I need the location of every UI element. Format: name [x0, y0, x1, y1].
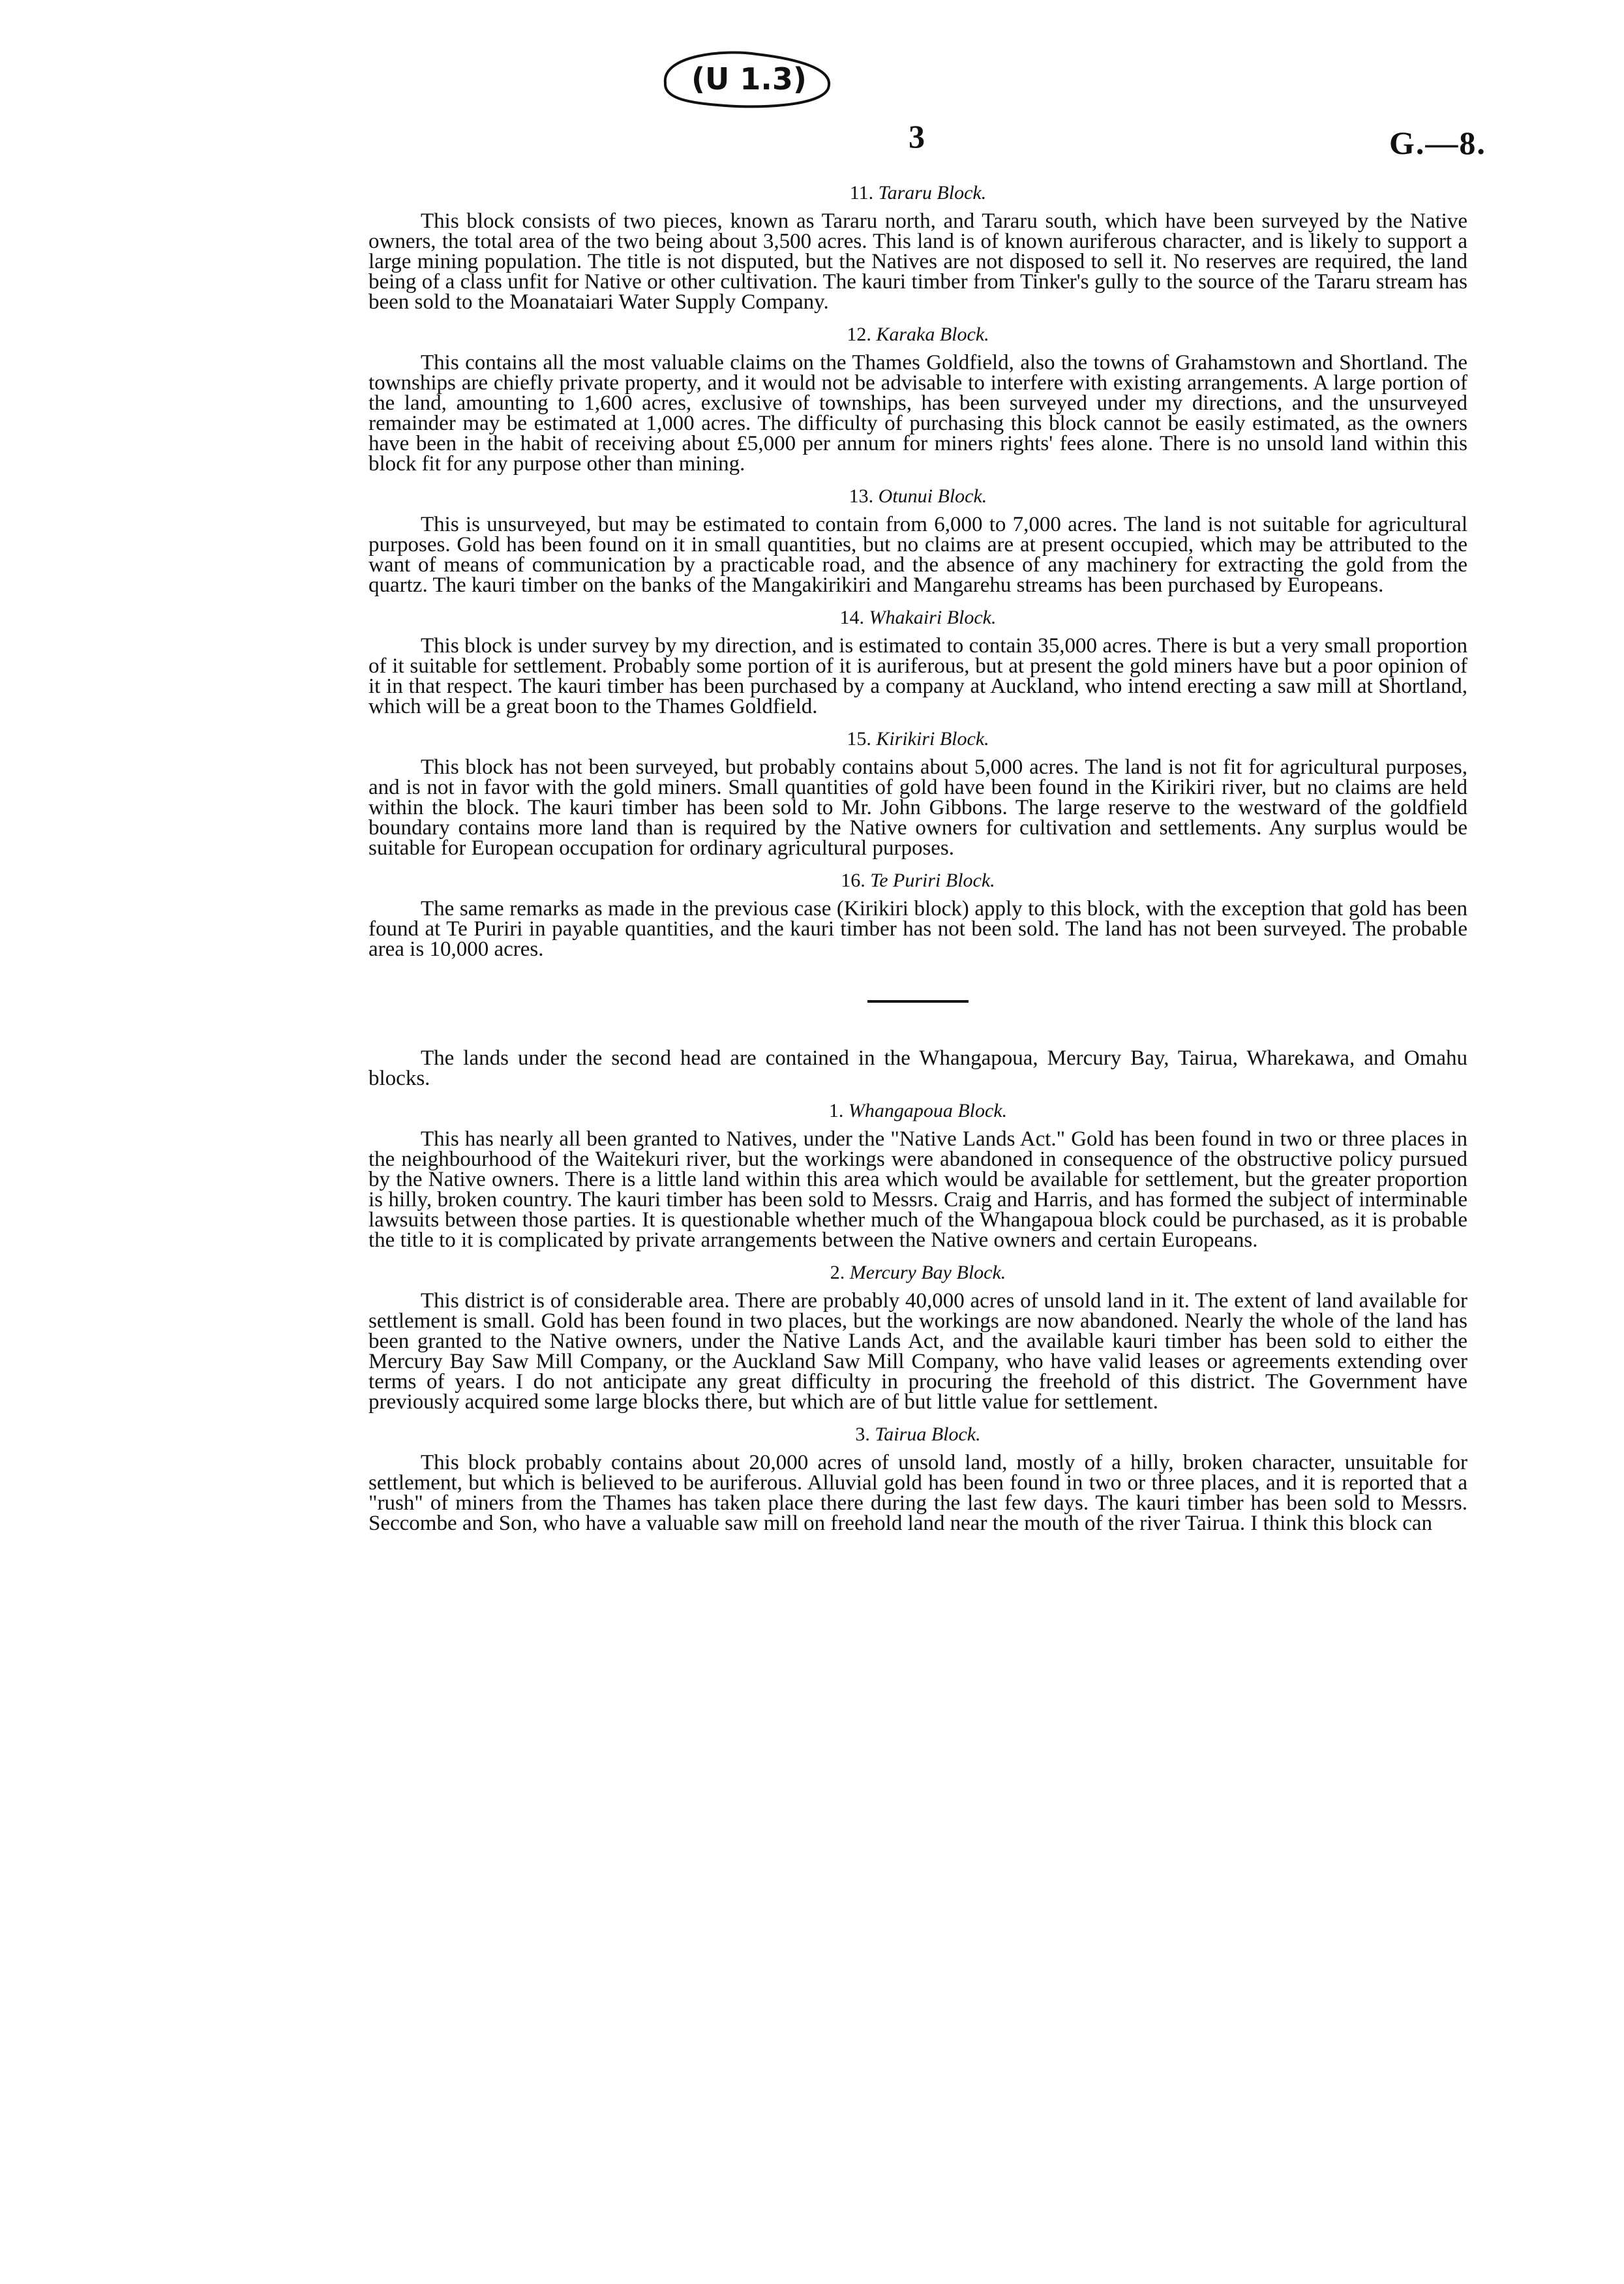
block-number: 2. [830, 1262, 845, 1283]
block-name: Whakairi Block. [869, 607, 997, 628]
block-name: Tararu Block. [878, 182, 987, 204]
block-heading [368, 1099, 1467, 1123]
block-number: 14. [839, 607, 865, 628]
second-head-intro: The lands under the second head are contained in the Whangapoua, Mercury Bay, Tairua, Wharekawa, and Omahu blocks. [368, 1046, 1467, 1090]
block-name: Whangapoua Block. [848, 1100, 1008, 1121]
block-paragraph: This block consists of two pieces, known as Tararu north, and Tararu south, which have been surveyed by the Native owners, the total area of the two being about 3,500 acres. This land is of known auriferous character, and is likely to support a large mining population. The title is not disputed, but the Natives are not disposed to sell it. No reserves are required, the land being of a class unfit for Native or other cultivation. The kauri timber from Tinker's gully to the source of the Tararu stream has been sold to the Moanataiari Water Supply Company. [368, 209, 1467, 314]
block-name: Te Puriri Block. [870, 870, 995, 891]
page-number: 3 [909, 118, 925, 155]
stamp-text: (U 1.3) [691, 61, 807, 97]
block-name: Kirikiri Block. [876, 728, 989, 750]
block-number: 12. [847, 324, 871, 345]
block-paragraph: This contains all the most valuable claims on the Thames Goldfield, also the towns of Grahamstown and Shortland. The townships are chiefly private property, and it would not be advisable to interfere with existing arrangements. A large portion of the land, amounting to 1,600 acres, exclusive of townships, has been surveyed under my directions, and the unsurveyed remainder may be estimated at 1,000 acres. The difficulty of purchasing this block cannot be easily estimated, as the owners have been in the habit of receiving about £5,000 per annum for miners rights' fees alone. There is no unsold land within this block fit for any purpose other than mining. [368, 351, 1467, 476]
section-divider [867, 1000, 969, 1003]
block-paragraph: This block has not been surveyed, but probably contains about 5,000 acres. The land is not fit for agricultural purposes, and is not in favor with the gold miners. Small quantities of gold have been found in the Kirikiri river, but no claims are held within the block. The kauri timber has been sold to Mr. John Gibbons. The large reserve to the westward of the goldfield boundary contains more land than is required by the Native owners for cultivation and settlements. Any surplus would be suitable for European occupation for ordinary agricultural purposes. [368, 755, 1467, 860]
block-heading [368, 485, 1467, 508]
block-paragraph: This is unsurveyed, but may be estimated to contain from 6,000 to 7,000 acres. The land is not suitable for agricultural purposes. Gold has been found on it in small quantities, but no claims are at present occupied, which may be attributed to the want of means of communication by a practicable road, and the absence of any machinery for extracting the gold from the quartz. The kauri timber on the banks of the Mangakirikiri and Mangarehu streams has been purchased by Europeans. [368, 513, 1467, 597]
document-reference: G.—8. [1389, 125, 1486, 161]
block-number: 1. [828, 1100, 844, 1121]
block-section [368, 869, 1467, 960]
block-heading [368, 1423, 1467, 1446]
block-heading [368, 323, 1467, 346]
block-section [368, 181, 1467, 312]
block-name: Otunui Block. [878, 485, 987, 507]
block-section [368, 323, 1467, 474]
block-section [368, 1423, 1467, 1534]
block-heading [368, 1261, 1467, 1285]
block-number: 15. [847, 728, 871, 750]
block-paragraph: This has nearly all been granted to Natives, under the "Native Lands Act." Gold has been found in two or three places in the neighbourhood of the Waitekuri river, but the workings were abandoned in consequence of the obstructive policy pursued by the Native owners. There is a little land within this area which would be available for settlement, but the greater proportion is hilly, broken country. The kauri timber has been sold to Messrs. Craig and Harris, and has formed the subject of interminable lawsuits between those parties. It is questionable whether much of the Whangapoua block could be purchased, as it is probable the title to it is complicated by private arrangements between the Native owners and certain Europeans. [368, 1127, 1467, 1252]
archive-stamp [646, 42, 841, 114]
block-paragraph: This district is of considerable area. There are probably 40,000 acres of unsold land in it. The extent of land available for settlement is small. Gold has been found in two places, but the workings are now abandoned. Nearly the whole of the land has been granted to the Native owners, under the Native Lands Act, and the available kauri timber has been sold to either the Mercury Bay Saw Mill Company, or the Auckland Saw Mill Company, who have valid leases or agreements extending over terms of years. I do not anticipate any great difficulty in procuring the freehold of this district. The Government have previously acquired some large blocks there, but which are of but little value for settlement. [368, 1289, 1467, 1414]
block-section [368, 485, 1467, 596]
block-heading [368, 869, 1467, 892]
block-name: Karaka Block. [876, 324, 989, 345]
block-paragraph: The same remarks as made in the previous case (Kirikiri block) apply to this block, with the exception that gold has been found at Te Puriri in payable quantities, and the kauri timber has not been sold. The land has not been surveyed. The probable area is 10,000 acres. [368, 897, 1467, 961]
block-section [368, 1099, 1467, 1251]
block-number: 3. [855, 1424, 870, 1445]
block-section [368, 1261, 1467, 1412]
block-section [368, 606, 1467, 717]
block-name: Tairua Block. [875, 1424, 981, 1445]
block-paragraph: This block probably contains about 20,000 acres of unsold land, mostly of a hilly, broken character, unsuitable for settlement, but which is believed to be auriferous. Alluvial gold has been found in two or three places, and it is reported that a "rush" of miners from the Thames has taken place there during the last few days. The kauri timber has been sold to Messrs. Seccombe and Son, who have a valuable saw mill on freehold land near the mouth of the river Tairua. I think this block can [368, 1451, 1467, 1535]
block-heading [368, 181, 1467, 205]
block-number: 16. [841, 870, 865, 891]
block-number: 13. [849, 485, 874, 507]
stamp-ellipse [646, 42, 841, 114]
block-section [368, 727, 1467, 859]
block-name: Mercury Bay Block. [849, 1262, 1006, 1283]
block-heading [368, 727, 1467, 751]
block-paragraph: This block is under survey by my direction, and is estimated to contain 35,000 acres. There is but a very small proportion of it suitable for settlement. Probably some portion of it is auriferous, but at present the gold miners have but a poor opinion of it in that respect. The kauri timber has been purchased by a company at Auckland, who intend erecting a saw mill at Shortland, which will be a great boon to the Thames Goldfield. [368, 634, 1467, 718]
document-body [368, 181, 1467, 1544]
block-heading [368, 606, 1467, 630]
block-number: 11. [849, 182, 874, 204]
